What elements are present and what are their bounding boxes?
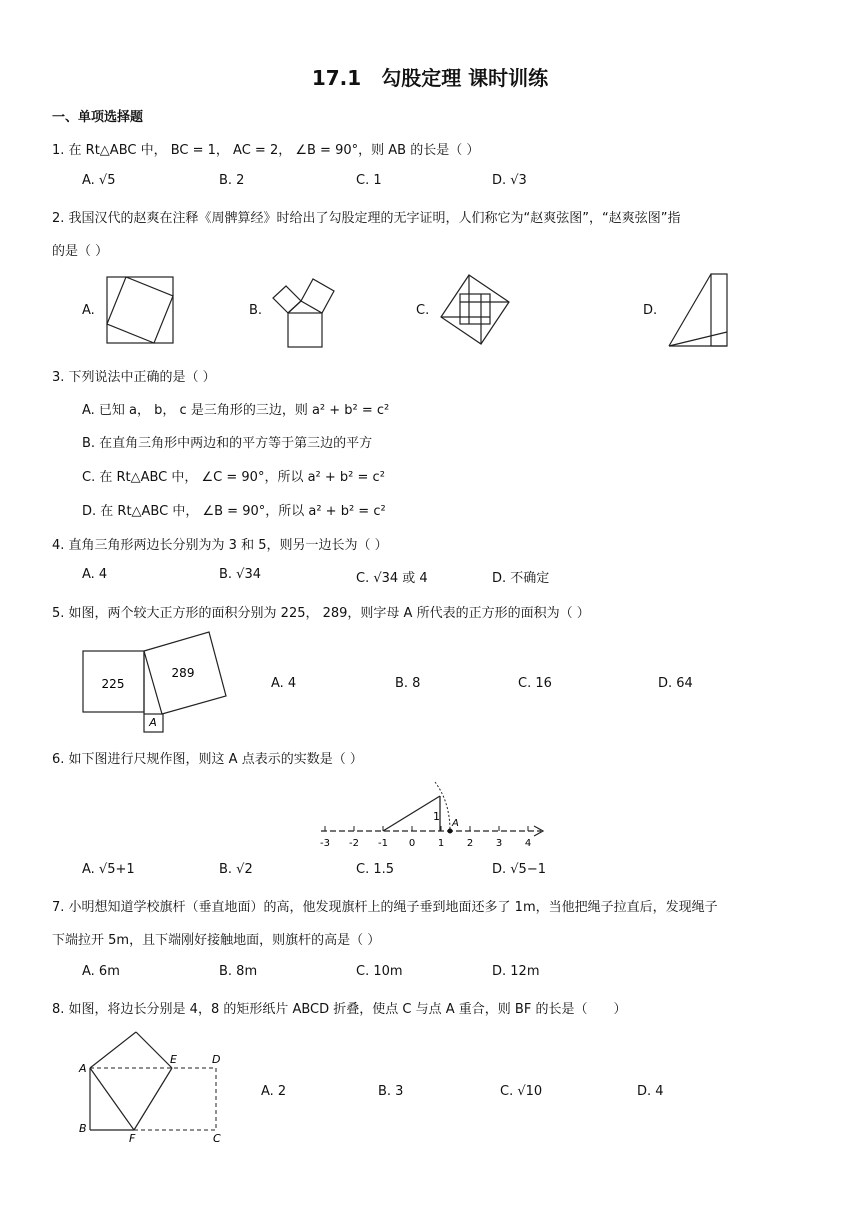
q3-option-a[interactable]: A. 已知 a， b， c 是三角形的三边，则 a² + b² = c² bbox=[82, 403, 390, 418]
q6-number-line-figure bbox=[315, 778, 550, 850]
q5-option-d[interactable]: D. 64 bbox=[658, 676, 693, 691]
q8-option-b[interactable]: B. 3 bbox=[378, 1084, 404, 1099]
question-2-stem-line2: 的是（ ） bbox=[52, 244, 109, 259]
question-4-stem: 4. 直角三角形两边长分别为为 3 和 5，则另一边长为（ ） bbox=[52, 538, 388, 553]
q6-tick-label: 1 bbox=[437, 838, 445, 849]
question-3-stem: 3. 下列说法中正确的是（ ） bbox=[52, 370, 216, 385]
question-8-stem: 8. 如图，将边长分别是 4，8 的矩形纸片 ABCD 折叠，使点 C 与点 A 重合，则 BF 的长是（ ） bbox=[52, 1002, 627, 1017]
q7-option-c[interactable]: C. 10m bbox=[356, 964, 403, 979]
q3-option-b[interactable]: B. 在直角三角形中两边和的平方等于第三边的平方 bbox=[82, 436, 373, 451]
q6-option-b[interactable]: B. √2 bbox=[219, 862, 253, 877]
question-6-stem: 6. 如下图进行尺规作图，则这 A 点表示的实数是（ ） bbox=[52, 752, 363, 767]
q2-option-d[interactable]: D. bbox=[643, 303, 658, 318]
q5-option-a[interactable]: A. 4 bbox=[271, 676, 297, 691]
q6-tick-label: -3 bbox=[320, 838, 330, 849]
question-7-stem-line1: 7. 小明想知道学校旗杆（垂直地面）的高，他发现旗杆上的绳子垂到地面还多了 1m，当他把绳子拉直后，发现绳子 bbox=[52, 900, 718, 915]
question-5-stem: 5. 如图，两个较大正方形的面积分别为 225， 289，则字母 A 所代表的正方形的面积为（ ） bbox=[52, 606, 590, 621]
q8-option-d[interactable]: D. 4 bbox=[637, 1084, 664, 1099]
q8-label-f: F bbox=[129, 1132, 136, 1145]
q5-figure bbox=[80, 628, 230, 738]
q2-figure-d bbox=[666, 272, 730, 348]
q6-tick-label: -1 bbox=[378, 838, 388, 849]
q7-option-b[interactable]: B. 8m bbox=[219, 964, 258, 979]
q6-tick-label: -2 bbox=[349, 838, 359, 849]
q5-label-225: 225 bbox=[101, 677, 125, 691]
q8-option-c[interactable]: C. √10 bbox=[500, 1084, 543, 1099]
q2-figure-c bbox=[439, 274, 511, 346]
q5-option-c[interactable]: C. 16 bbox=[518, 676, 552, 691]
q1-option-a[interactable]: A. √5 bbox=[82, 173, 116, 188]
q2-option-b[interactable]: B. bbox=[249, 303, 263, 318]
q2-option-a[interactable]: A. bbox=[82, 303, 95, 318]
q2-option-c[interactable]: C. bbox=[416, 303, 430, 318]
q3-option-c[interactable]: C. 在 Rt△ABC 中， ∠C = 90°，所以 a² + b² = c² bbox=[82, 470, 385, 485]
q2-figure-a bbox=[106, 276, 176, 346]
q7-option-a[interactable]: A. 6m bbox=[82, 964, 120, 979]
q6-option-d[interactable]: D. √5−1 bbox=[492, 862, 546, 877]
section-heading: 一、单项选择题 bbox=[52, 110, 144, 125]
q6-height-label: 1 bbox=[433, 810, 440, 823]
question-7-stem-line2: 下端拉开 5m，且下端刚好接触地面，则旗杆的高是（ ） bbox=[52, 933, 381, 948]
page-title: 17.1 勾股定理 课时训练 bbox=[311, 66, 549, 90]
q8-label-a: A bbox=[79, 1062, 87, 1075]
q7-option-d[interactable]: D. 12m bbox=[492, 964, 540, 979]
q8-rectangle-figure bbox=[76, 1026, 236, 1144]
q1-option-b[interactable]: B. 2 bbox=[219, 173, 245, 188]
q1-option-c[interactable]: C. 1 bbox=[356, 173, 382, 188]
q6-tick-label: 0 bbox=[408, 838, 416, 849]
q8-option-a[interactable]: A. 2 bbox=[261, 1084, 287, 1099]
question-1-stem: 1. 在 Rt△ABC 中， BC = 1， AC = 2， ∠B = 90°，则 AB 的长是（ ） bbox=[52, 143, 480, 158]
q5-option-b[interactable]: B. 8 bbox=[395, 676, 421, 691]
q8-label-b: B bbox=[79, 1122, 87, 1135]
q4-option-a[interactable]: A. 4 bbox=[82, 567, 108, 582]
q6-option-a[interactable]: A. √5+1 bbox=[82, 862, 135, 877]
q6-point-label: A bbox=[452, 818, 459, 829]
q4-option-b[interactable]: B. √34 bbox=[219, 567, 262, 582]
q6-tick-label: 4 bbox=[524, 838, 532, 849]
q8-label-d: D bbox=[212, 1053, 221, 1066]
q6-tick-label: 2 bbox=[466, 838, 474, 849]
q8-label-c: C bbox=[213, 1132, 221, 1145]
q5-label-a: A bbox=[149, 716, 157, 729]
q6-tick-label: 3 bbox=[495, 838, 503, 849]
q5-label-289: 289 bbox=[171, 666, 195, 680]
q1-option-d[interactable]: D. √3 bbox=[492, 173, 527, 188]
q8-label-e: E bbox=[170, 1053, 177, 1066]
q4-option-d[interactable]: D. 不确定 bbox=[492, 571, 550, 586]
question-2-stem-line1: 2. 我国汉代的赵爽在注释《周髀算经》时给出了勾股定理的无字证明，人们称它为“赵爽弦图”，“赵爽弦图”指 bbox=[52, 211, 681, 226]
q2-figure-b bbox=[270, 271, 350, 349]
q3-option-d[interactable]: D. 在 Rt△ABC 中， ∠B = 90°，所以 a² + b² = c² bbox=[82, 504, 386, 519]
q4-option-c[interactable]: C. √34 或 4 bbox=[356, 571, 428, 586]
q6-option-c[interactable]: C. 1.5 bbox=[356, 862, 395, 877]
